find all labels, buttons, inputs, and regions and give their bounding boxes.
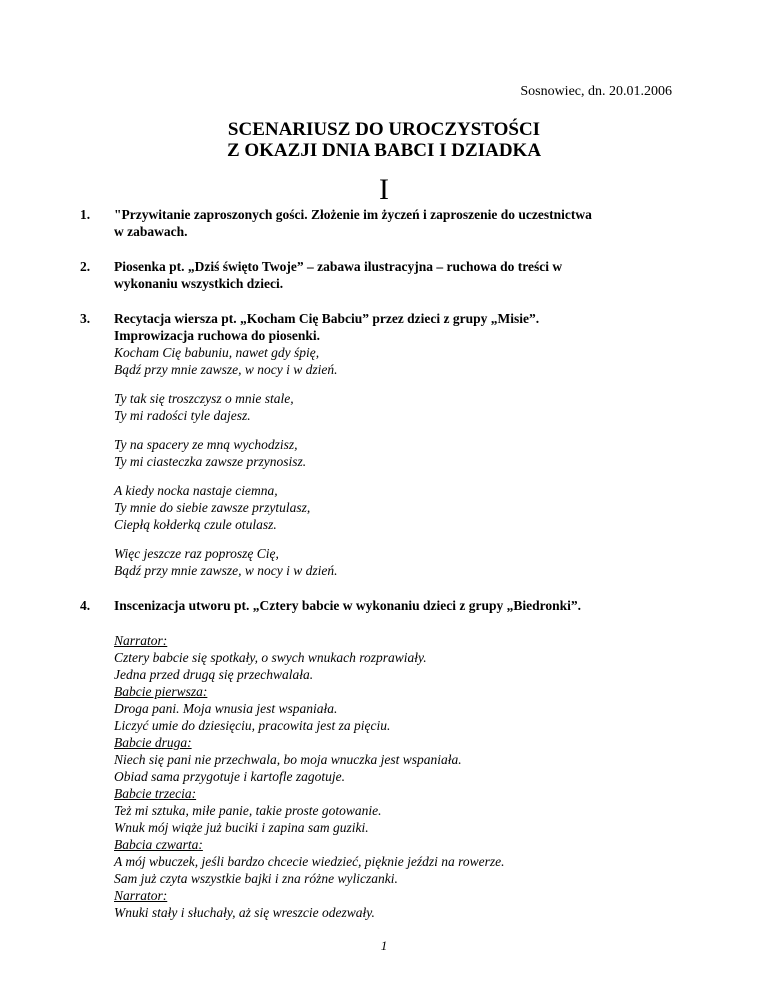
item-heading-line-1: Piosenka pt. „Dziś święto Twoje” – zabawa ilustracyjna – ruchowa do treści w (114, 259, 563, 274)
program-item-2 (80, 258, 700, 292)
document-date: Sosnowiec, dn. 20.01.2006 (520, 84, 672, 99)
poem-line: Ty mi radości tyle dajesz. (114, 408, 251, 423)
program-list (80, 206, 700, 939)
speaker-label: Babcia czwarta: (114, 837, 203, 852)
script-line: Droga pani. Moja wnusia jest wspaniała. (114, 701, 338, 716)
poem-line: A kiedy nocka nastaje ciemna, (114, 483, 278, 498)
title-line-1: SCENARIUSZ DO UROCZYSTOŚCI (227, 119, 541, 140)
poem-line: Ty mnie do siebie zawsze przytulasz, (114, 500, 311, 515)
speaker-label: Narrator: (114, 888, 168, 903)
item-heading-line-1: "Przywitanie zaproszonych gości. Złożenie im życzeń i zaproszenie do uczestnictwa (114, 207, 592, 222)
script-line: Wnuki stały i słuchały, aż się wreszcie odezwały. (114, 905, 375, 920)
poem-stanza-3 (114, 436, 700, 470)
speaker-label: Narrator: (114, 633, 168, 648)
poem-line: Ty tak się troszczysz o mnie stale, (114, 391, 294, 406)
poem-line: Ciepłą kołderką czule otulasz. (114, 517, 277, 532)
item-number: 4. (80, 598, 91, 613)
poem-line: Ty na spacery ze mną wychodzisz, (114, 437, 298, 452)
poem-stanza-5 (114, 545, 700, 579)
poem-stanza-2 (114, 390, 700, 424)
script-line: Też mi sztuka, miłe panie, takie proste gotowanie. (114, 803, 382, 818)
script-line: Cztery babcie się spotkały, o swych wnukach rozprawiały. (114, 650, 427, 665)
program-item-1 (80, 206, 700, 240)
item-number: 2. (80, 259, 91, 274)
item-number: 3. (80, 311, 91, 326)
title-line-2: Z OKAZJI DNIA BABCI I DZIADKA (226, 140, 542, 161)
script-line: Sam już czyta wszystkie bajki i zna różne wyliczanki. (114, 871, 398, 886)
script-line: A mój wbuczek, jeśli bardzo chcecie wiedzieć, pięknie jeździ na rowerze. (114, 854, 505, 869)
script-line: Jedna przed drugą się przechwalała. (114, 667, 314, 682)
page-number: 1 (380, 938, 388, 953)
script-line: Niech się pani nie przechwala, bo moja wnuczka jest wspaniała. (114, 752, 462, 767)
script-line: Liczyć umie do dziesięciu, pracowita jest za pięciu. (114, 718, 391, 733)
speaker-label: Babcie trzecia: (114, 786, 197, 801)
poem-stanza-4 (114, 482, 700, 533)
item-number: 1. (80, 207, 91, 222)
program-item-3 (80, 310, 700, 579)
poem-line: Kocham Cię babuniu, nawet gdy śpię, (114, 345, 320, 360)
program-item-4 (80, 597, 700, 921)
speaker-label: Babcie pierwsza: (114, 684, 208, 699)
item-heading-line-2: Improwizacja ruchowa do piosenki. (114, 328, 321, 343)
poem-stanza-1 (114, 344, 700, 378)
play-script (114, 632, 700, 921)
poem-line: Bądź przy mnie zawsze, w nocy i w dzień. (114, 563, 338, 578)
item-heading-line-1: Recytacja wiersza pt. „Kocham Cię Babciu” przez dzieci z grupy „Misie”. (114, 311, 540, 326)
section-numeral: I (379, 173, 389, 206)
script-line: Obiad sama przygotuje i kartofle zagotuje. (114, 769, 345, 784)
poem-line: Ty mi ciasteczka zawsze przynosisz. (114, 454, 307, 469)
poem (114, 344, 700, 579)
document-title (0, 119, 768, 161)
speaker-label: Babcie druga: (114, 735, 192, 750)
poem-line: Bądź przy mnie zawsze, w nocy i w dzień. (114, 362, 338, 377)
item-heading-line-2: wykonaniu wszystkich dzieci. (114, 276, 284, 291)
item-heading-line-2: w zabawach. (114, 224, 188, 239)
poem-line: Więc jeszcze raz poproszę Cię, (114, 546, 279, 561)
script-line: Wnuk mój wiąże już buciki i zapina sam guziki. (114, 820, 369, 835)
item-heading-line-1: Inscenizacja utworu pt. „Cztery babcie w wykonaniu dzieci z grupy „Biedronki”. (114, 598, 582, 613)
